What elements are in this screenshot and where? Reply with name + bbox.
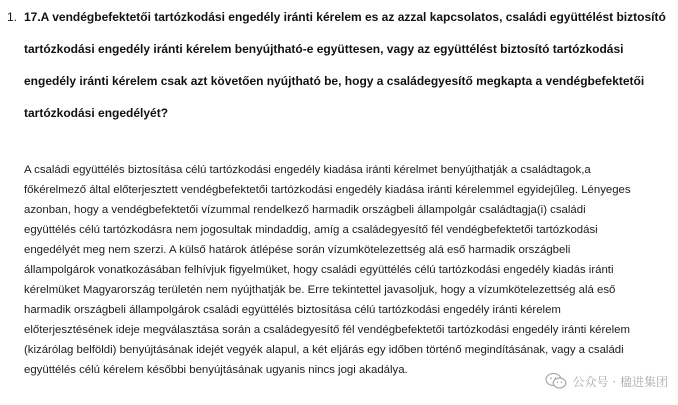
answer-line: együttélés célú kérelem későbbi benyújtásának ugyanis nincs jogi akadálya. [24, 364, 408, 376]
answer-line: harmadik országbeli állampolgárok családi együttélés biztosítása célú tartózkodási engedély iránti kérelem [24, 304, 561, 316]
answer-line: együttélés célú tartózkodásra nem jogosultak mindaddig, amíg a családegyesítő fél vendégbefektetői tartózkodási [24, 224, 598, 236]
answer-line: kérelmüket Magyarország területén nem nyújthatják be. Erre tekintettel javasoljuk, hogy a vízumkötelezettség alá eső [24, 284, 616, 296]
watermark-text: 公众号 · 楹进集团 [572, 374, 668, 389]
answer-line: előterjesztésének ideje megválasztása során a családegyesítő fél vendégbefektetői tartózkodási engedély iránti kérelem [24, 324, 630, 336]
wechat-watermark [545, 371, 668, 391]
question-number: 1. [7, 10, 18, 24]
answer-line: engedélyét meg nem szerzi. A külső határok átlépése során vízumkötelezettség alá eső harmadik országbeli [24, 244, 571, 256]
answer-line: azonban, hogy a vendégbefektetői vízummal rendelkező harmadik országbeli állampolgár családtagja(i) családi [24, 204, 586, 216]
question-line: 17.A vendégbefektetői tartózkodási engedély iránti kérelem es az azzal kapcsolatos, családi együttélést biztosító [24, 10, 666, 24]
answer-line: A családi együttélés biztosítása célú tartózkodási engedély kiadása iránti kérelmet benyújthatják a családtagok,a [24, 164, 591, 176]
answer-line: állampolgárok vonatkozásában felhívjuk figyelmüket, hogy családi együttélés célú tartózkodási engedély kiadás iránti [24, 264, 614, 276]
question-line: tartózkodási engedély iránti kérelem benyújtható-e együttesen, vagy az együttélést biztosító tartózkodási [24, 42, 624, 56]
answer-line: (kizárólag belföldi) benyújtásának idejét vegyék alapul, a két eljárás egy időben történő megindításának, vagy a családi [24, 344, 624, 356]
question-line: tartózkodási engedélyét? [24, 106, 169, 120]
answer-line: főkérelmező által előterjesztett vendégbefektetői tartózkodási engedély kiadása iránti kérelemmel egyidejűleg. Lényeges [24, 184, 631, 196]
wechat-icon [545, 372, 567, 390]
question-line: engedély iránti kérelem csak azt követően nyújtható be, hogy a családegyesítő megkapta a vendégbefektetői [24, 74, 645, 88]
